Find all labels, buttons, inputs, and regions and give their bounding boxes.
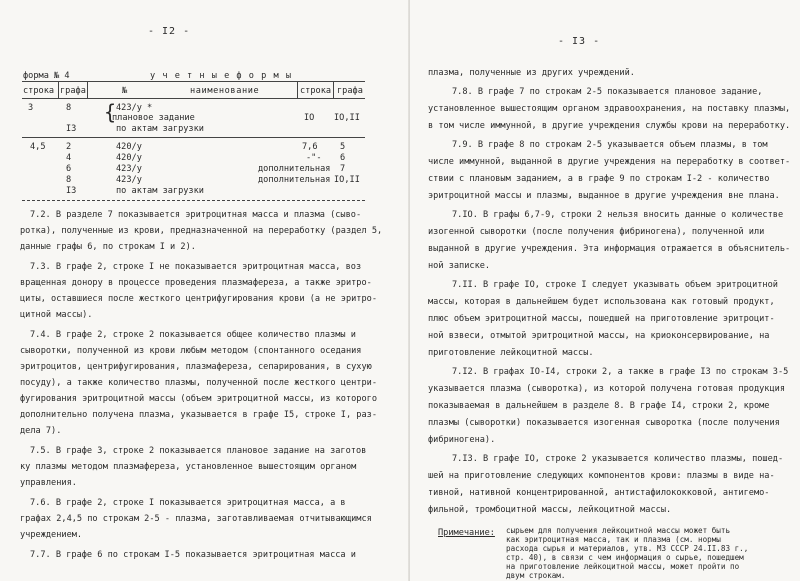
text-line: 7.8. В графе 7 по строкам 2-5 показывается плановое задание, bbox=[452, 87, 763, 97]
text-line: 7.2. В разделе 7 показывается эритроцитная масса и плазма (сыво- bbox=[30, 210, 362, 220]
text-line: ствии с плановым заданием, а в графе 9 по строкам I-2 - количество bbox=[428, 174, 770, 184]
text-line: ной записке. bbox=[428, 261, 491, 271]
table-row: 3 bbox=[28, 103, 34, 113]
text-line: шей на приготовление следующих компонентов крови: плазмы в виде на- bbox=[428, 471, 775, 481]
text-line: эритроцитов, центрифугирования, плазмафереза, сепарирования, в сухую bbox=[20, 362, 372, 372]
note-line: на приготовление лейкоцитной массы, может пройти по bbox=[506, 562, 740, 571]
text-line: установленное вышестоящим органом здравоохранения, на поставку плазмы, bbox=[428, 104, 791, 114]
header-line: строка bbox=[23, 86, 55, 96]
text-line: 7.6. В графе 2, строке I показывается эритроцитная масса, а в bbox=[30, 498, 346, 508]
page-number: - I3 - bbox=[558, 36, 601, 47]
header-col2: графа bbox=[337, 86, 363, 96]
text-line: фильной, тромбоцитной массы, лейкоцитной массы. bbox=[428, 505, 672, 515]
table-row: 8 bbox=[66, 175, 72, 185]
text-line: 7.II. В графе IO, строке I следует указывать объем эритроцитной bbox=[452, 280, 778, 290]
text-line: данные графы 6, по строкам I и 2). bbox=[20, 242, 196, 252]
text-line: 7.9. В графе 8 по строкам 2-5 указывается объем плазмы, в том bbox=[452, 140, 768, 150]
note-line: расхода сырья и материалов, утв. МЗ СССР 24.II.83 г., bbox=[506, 544, 749, 553]
text-line: изогенной сыворотки (после получения фибриногена), полученной или bbox=[428, 227, 765, 237]
text-line: 7.I2. В графах IO-I4, строки 2, а также в графе I3 по строкам 3-5 bbox=[452, 367, 789, 377]
text-line: фибриногена). bbox=[428, 435, 496, 445]
text-line: 7.3. В графе 2, строке I не показывается эритроцитная масса, воз bbox=[30, 262, 362, 272]
table-row: 6 bbox=[66, 164, 72, 174]
table-row: плановое задание bbox=[112, 113, 195, 123]
text-line: числе иммунной, выданной в другие учреждения на переработку в соответ- bbox=[428, 157, 791, 167]
header-line2: строка bbox=[300, 86, 332, 96]
text-line: 7.I3. В графе IO, строке 2 указывается количество плазмы, пошед- bbox=[452, 454, 784, 464]
text-line: указывается плазма (сыворотка), из которой получена готовая продукция bbox=[428, 384, 785, 394]
note-line: как эритроцитная масса, так и плазма (см. нормы bbox=[506, 535, 721, 544]
header-name: наименование bbox=[190, 86, 260, 96]
table-row: I3 bbox=[66, 186, 77, 196]
text-line: тивной, нативной концентрированной, антистафилококковой, антигемо- bbox=[428, 488, 770, 498]
left-page: - I2 - форма № 4 у ч е т н ы е ф о р м ы строка графа № наименование строка графа 3 8 { 423/у * IO IO,II плановое задание I3 по актам загрузки 4,5 2 420/у 7,6 5 4 420/у -"- 6 6 423/у дополнительная 7 8 423/у дополнительная IO,II I3 по актам загрузки 7.2. В разделе 7 показывается эритроцитная масса и плазма (сыво- ротка), полученные из крови, предназначенной на переработку (раздел 5, данные графы 6, по строкам I и 2). 7.3. В графе 2, строке I не показывается эритроцитная масса, воз вращенная донору в процессе проведения плазмафереза, а также эритро- циты, оставшиеся после жесткого центрифугирования крови (а не эритро- цитной массы). 7.4. В графе 2, строке 2 показывается общее количество плазмы и сыворотки, полученной из крови любым методом (спонтанного оседания эритроцитов, центрифугирования, плазмафереза, сепарирования, в сухую посуду), а также количество плазмы, полученной после жесткого центри- фугирования эритроцитной массы (объем эритроцитной массы, из которого дополнительно получена плазма, указывается в графе I5, строке I, раз- дела 7). 7.5. В графе 3, строке 2 показывается плановое задание на заготов ку плазмы методом плазмафереза, установленное вышестоящим органом управления. 7.6. В графе 2, строке I показывается эритроцитная масса, а в графах 2,4,5 по строкам 2-5 - плазма, заготавливаемая отчитывающимся учреждением. 7.7. В графе 6 по строкам I-5 показывается эритроцитная масса и bbox=[0, 0, 410, 581]
text-line: сыворотки, полученной из крови любым методом (спонтанного оседания bbox=[20, 346, 362, 356]
text-line: посуду), а также количество плазмы, полученной после жесткого центри- bbox=[20, 378, 377, 388]
form-label: форма № 4 bbox=[23, 71, 70, 81]
right-page bbox=[410, 0, 800, 581]
text-line: вращенная донору в процессе проведения плазмафереза, а также эритро- bbox=[20, 278, 372, 288]
text-line: приготовление лейкоцитной массы. bbox=[428, 348, 594, 358]
note-label: Примечание: bbox=[438, 528, 495, 538]
page-number: - I2 - bbox=[148, 26, 191, 37]
text-line: управления. bbox=[20, 478, 77, 488]
text-line: 7.7. В графе 6 по строкам I-5 показывается эритроцитная масса и bbox=[30, 550, 356, 560]
note-line: сырьем для получения лейкоцитной массы может быть bbox=[506, 526, 731, 535]
text-line: плазмы (сыворотки) показывается изогенная сыворотка (после получения bbox=[428, 418, 780, 428]
text-line: учреждением. bbox=[20, 530, 83, 540]
form-title: у ч е т н ы е ф о р м ы bbox=[150, 71, 292, 81]
text-line: 7.IO. В графы 6,7-9, строки 2 нельзя вносить данные о количестве bbox=[452, 210, 784, 220]
header-col: графа bbox=[60, 86, 86, 96]
text-line: дополнительно получена плазма, указывается в графе I5, строке I, раз- bbox=[20, 410, 377, 420]
note-line: двум строкам. bbox=[506, 571, 566, 580]
table-row: 4,5 bbox=[30, 142, 46, 152]
table-row: I3 bbox=[66, 124, 77, 134]
text-line: графах 2,4,5 по строкам 2-5 - плазма, заготавливаемая отчитывающимся bbox=[20, 514, 372, 524]
text-line: плюс объем эритроцитной массы, пошедшей на приготовление эритроцит- bbox=[428, 314, 775, 324]
brace: { bbox=[104, 100, 117, 124]
text-line: в том числе иммунной, в другие учреждения службы крови на переработку. bbox=[428, 121, 791, 131]
text-line: ку плазмы методом плазмафереза, установленное вышестоящим органом bbox=[20, 462, 357, 472]
text-line: показываемая в дальнейшем в разделе 8. В графе I4, строки 2, кроме bbox=[428, 401, 770, 411]
text-line: ротка), полученные из крови, предназначенной на переработку (раздел 5, bbox=[20, 226, 383, 236]
text-line: массы, которая в дальнейшем будет использована как готовый продукт, bbox=[428, 297, 775, 307]
text-line: выданной в другие учреждения. Эта информация отражается в объяснитель- bbox=[428, 244, 791, 254]
text-line: цитной массы). bbox=[20, 310, 93, 320]
header-no: № bbox=[122, 86, 128, 96]
text-line: фугирования эритроцитной массы (объем эритроцитной массы, из которого bbox=[20, 394, 377, 404]
text-line: 7.5. В графе 3, строке 2 показывается плановое задание на заготов bbox=[30, 446, 367, 456]
text-line: ной взвеси, отмытой эритроцитной массы, на криоконсервирование, на bbox=[428, 331, 770, 341]
text-line: плазма, полученные из других учреждений. bbox=[428, 68, 635, 78]
text-line: 7.4. В графе 2, строке 2 показывается общее количество плазмы и bbox=[30, 330, 356, 340]
text-line: эритроцитной массы и плазмы, выданное в другие учреждения вне плана. bbox=[428, 191, 780, 201]
text-line: дела 7). bbox=[20, 426, 62, 436]
text-line: циты, оставшиеся после жесткого центрифугирования крови (а не эритро- bbox=[20, 294, 377, 304]
note-line: стр. 40), в связи с чем информация о сырье, пошедшем bbox=[506, 553, 744, 562]
table-row: 4 bbox=[66, 153, 72, 163]
